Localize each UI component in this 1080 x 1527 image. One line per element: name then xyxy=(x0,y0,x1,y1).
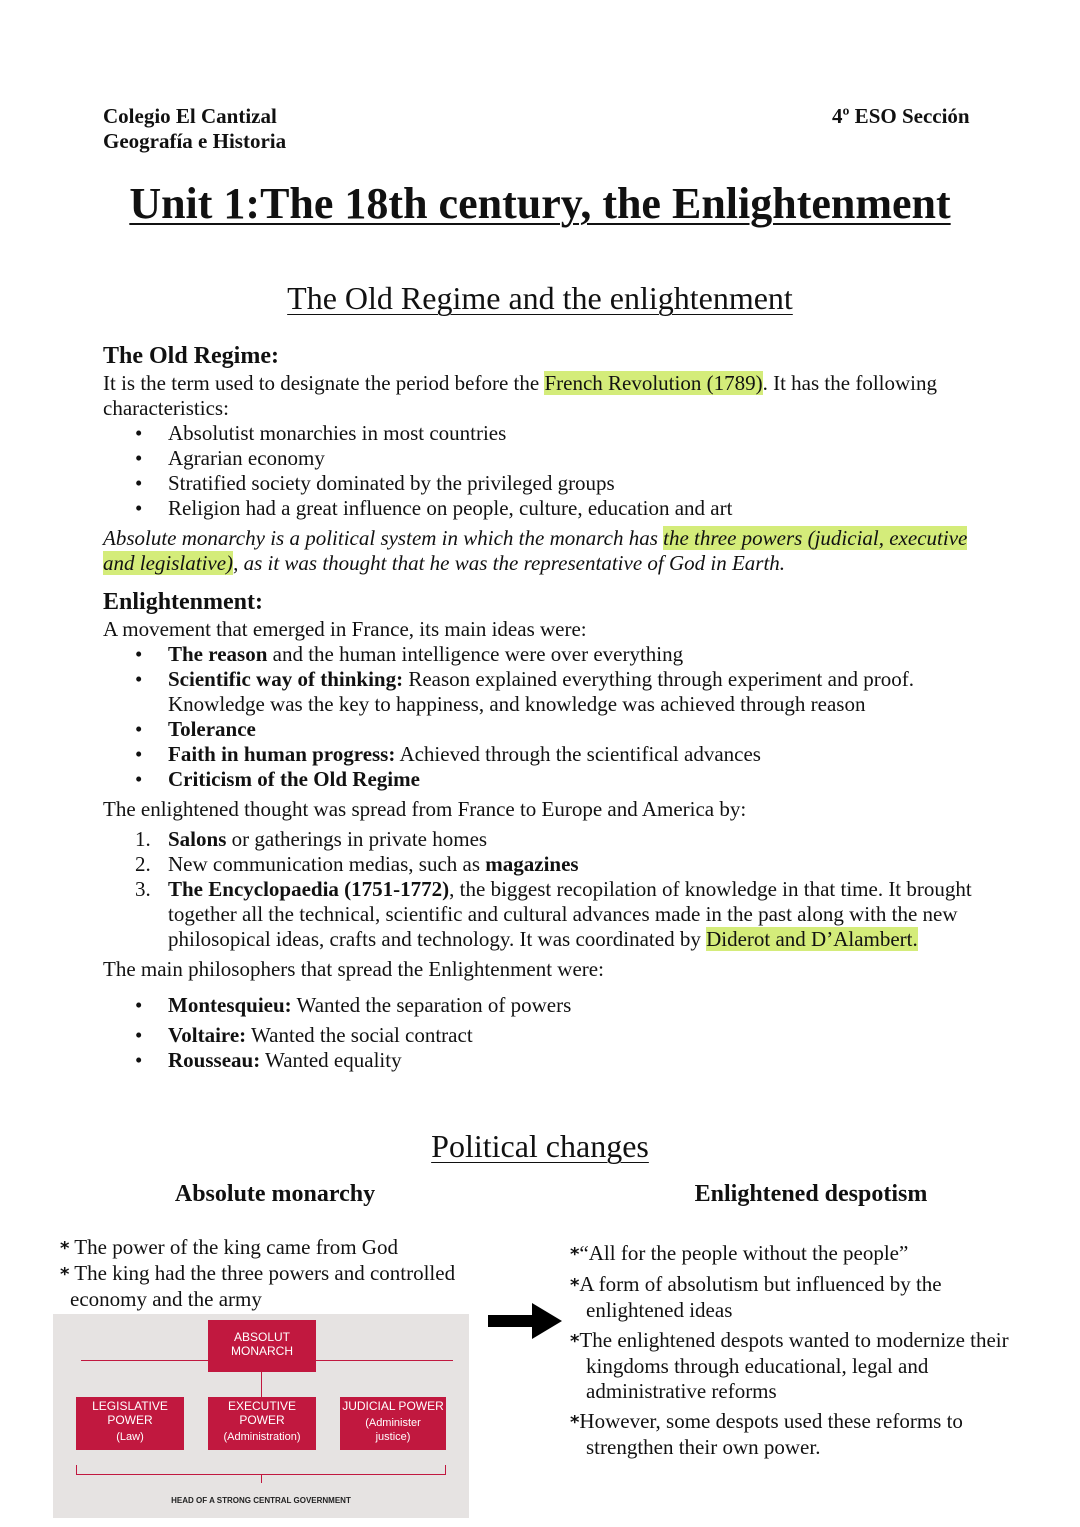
point-text: “All for the people without the people” xyxy=(579,1241,909,1265)
list-item xyxy=(103,1048,983,1073)
diagram-bracket xyxy=(445,1465,446,1475)
enlightenment-intro: A movement that emerged in France, its main ideas were: xyxy=(103,617,587,641)
page-title: Unit 1:The 18th century, the Enlightenment xyxy=(129,179,951,228)
absolute-monarchy-heading: Absolute monarchy xyxy=(174,1181,376,1207)
philosopher-name: Voltaire: xyxy=(168,1023,247,1047)
philosopher-name: Rousseau: xyxy=(168,1048,261,1072)
old-regime-block xyxy=(103,341,983,576)
spread-intro: The enlightened thought was spread from France to Europe and America by: xyxy=(103,797,747,821)
list-item xyxy=(103,827,983,852)
three-powers-highlight: the three powers (judicial, executive and legislative) xyxy=(103,526,968,575)
list-item: • Stratified society dominated by the privileged groups xyxy=(103,471,983,496)
idea-text: and the human intelligence were over everything xyxy=(267,642,684,666)
list-item: • Absolutist monarchies in most countries xyxy=(103,421,983,446)
section-title-old-regime: The Old Regime and the enlightenment xyxy=(287,280,793,316)
course-name: 4º ESO Sección xyxy=(832,104,970,128)
definition-text-end: , as it was thought that he was the representative of God in Earth. xyxy=(233,551,786,575)
diagram-footer: HEAD OF A STRONG CENTRAL GOVERNMENT xyxy=(171,1496,351,1505)
item-text: or gatherings in private homes xyxy=(226,827,488,851)
diderot-highlight: Diderot and D’Alambert. xyxy=(706,927,918,951)
old-regime-heading: The Old Regime: xyxy=(103,343,279,369)
idea-term: The reason xyxy=(168,642,268,666)
point-text: The king had the three powers and controlled economy and the army xyxy=(70,1261,456,1311)
section-title-political-changes: Political changes xyxy=(431,1128,649,1164)
french-revolution-highlight: French Revolution (1789) xyxy=(544,371,763,395)
list-item: • Religion had a great influence on people, culture, education and art xyxy=(103,496,983,521)
list-item xyxy=(570,1409,1040,1460)
executive-box xyxy=(208,1397,316,1450)
list-item xyxy=(570,1241,1040,1267)
item-term: Salons xyxy=(168,827,227,851)
philosopher-name: Montesquieu: xyxy=(168,993,292,1017)
list-number: 1. xyxy=(135,827,151,851)
asterisk: * xyxy=(570,1244,580,1265)
enlightenment-ideas xyxy=(103,642,983,792)
list-item xyxy=(103,877,983,952)
philosopher-text: Wanted equality xyxy=(260,1048,402,1072)
idea-term: Tolerance xyxy=(168,717,256,741)
list-item xyxy=(103,717,983,742)
list-item xyxy=(60,1261,485,1312)
definition-text: Absolute monarchy is a political system in which the monarch has xyxy=(103,526,664,550)
idea-text: Reason explained everything through experiment and proof. Knowledge was the key to happiness, and knowledge was achieved through reason xyxy=(168,667,914,716)
list-item xyxy=(570,1272,1040,1323)
spread-list xyxy=(103,827,983,952)
list-item xyxy=(103,667,983,717)
enlightened-despotism-points xyxy=(570,1241,1040,1460)
asterisk: * xyxy=(570,1275,580,1296)
school-name: Colegio El Cantizal xyxy=(103,104,277,128)
philosophers-intro: The main philosophers that spread the Enlightenment were: xyxy=(103,957,604,981)
point-text: The power of the king came from God xyxy=(74,1235,398,1259)
idea-term: Scientific way of thinking: xyxy=(168,667,404,691)
judicial-box xyxy=(340,1397,446,1450)
list-item xyxy=(103,1023,983,1048)
philosophers-list xyxy=(103,993,983,1073)
list-item xyxy=(103,767,983,792)
asterisk: * xyxy=(570,1331,580,1352)
item-term: magazines xyxy=(485,852,579,876)
point-text: The enlightened despots wanted to modernize their kingdoms through educational, legal and administrative reforms xyxy=(579,1328,1009,1403)
idea-term: Criticism of the Old Regime xyxy=(168,767,420,791)
old-regime-intro xyxy=(103,371,983,421)
box-label: EXECUTIVE POWER xyxy=(227,1399,296,1427)
list-item xyxy=(103,993,983,1018)
monarch-box: ABSOLUT MONARCH xyxy=(208,1320,316,1372)
absolute-monarchy-points xyxy=(60,1235,485,1312)
list-number: 2. xyxy=(135,852,151,876)
enlightenment-block xyxy=(103,587,983,1073)
item-text: New communication medias, such as xyxy=(168,852,486,876)
box-label: LEGISLATIVE POWER xyxy=(92,1399,168,1427)
absolute-monarch-diagram xyxy=(53,1314,469,1518)
diagram-connector xyxy=(261,1372,262,1398)
box-sublabel: (Administer justice) xyxy=(365,1417,421,1443)
point-text: However, some despots used these reforms to strengthen their own power. xyxy=(579,1409,963,1459)
legislative-box xyxy=(76,1397,184,1450)
box-sublabel: (Administration) xyxy=(223,1431,301,1443)
list-number: 3. xyxy=(135,877,151,901)
diagram-bracket xyxy=(261,1474,262,1483)
list-item xyxy=(570,1328,1040,1404)
right-arrow-icon xyxy=(488,1303,562,1339)
list-item xyxy=(103,742,983,767)
enlightenment-heading: Enlightenment: xyxy=(103,589,264,615)
list-item: • Agrarian economy xyxy=(103,446,983,471)
point-text: A form of absolutism but influenced by the enlightened ideas xyxy=(579,1272,942,1322)
subject-name: Geografía e Historia xyxy=(103,129,287,153)
asterisk: * xyxy=(570,1412,580,1433)
item-text: , the biggest recopilation of knowledge in that time. It brought together all the technical, scientific and cultural advances made in the past along with the new philosopical ideas, crafts and technology. It was coordinated by xyxy=(168,877,972,951)
list-item xyxy=(103,642,983,667)
list-item xyxy=(60,1235,485,1261)
intro-text: It is the term used to designate the period before the xyxy=(103,371,545,395)
intro-text-end: . It has the following characteristics: xyxy=(103,371,937,420)
philosopher-text: Wanted the social contract xyxy=(246,1023,473,1047)
philosopher-text: Wanted the separation of powers xyxy=(291,993,572,1017)
box-label: JUDICIAL POWER xyxy=(342,1399,444,1413)
asterisk: * xyxy=(60,1238,70,1259)
old-regime-characteristics xyxy=(103,421,983,521)
enlightened-despotism-heading: Enlightened despotism xyxy=(694,1181,928,1207)
box-sublabel: (Law) xyxy=(116,1431,144,1443)
list-item xyxy=(103,852,983,877)
asterisk: * xyxy=(60,1264,70,1285)
idea-term: Faith in human progress: xyxy=(168,742,396,766)
item-term: The Encyclopaedia (1751-1772) xyxy=(168,877,450,901)
absolute-monarchy-definition xyxy=(103,526,983,576)
idea-text: Achieved through the scientifical advances xyxy=(395,742,761,766)
